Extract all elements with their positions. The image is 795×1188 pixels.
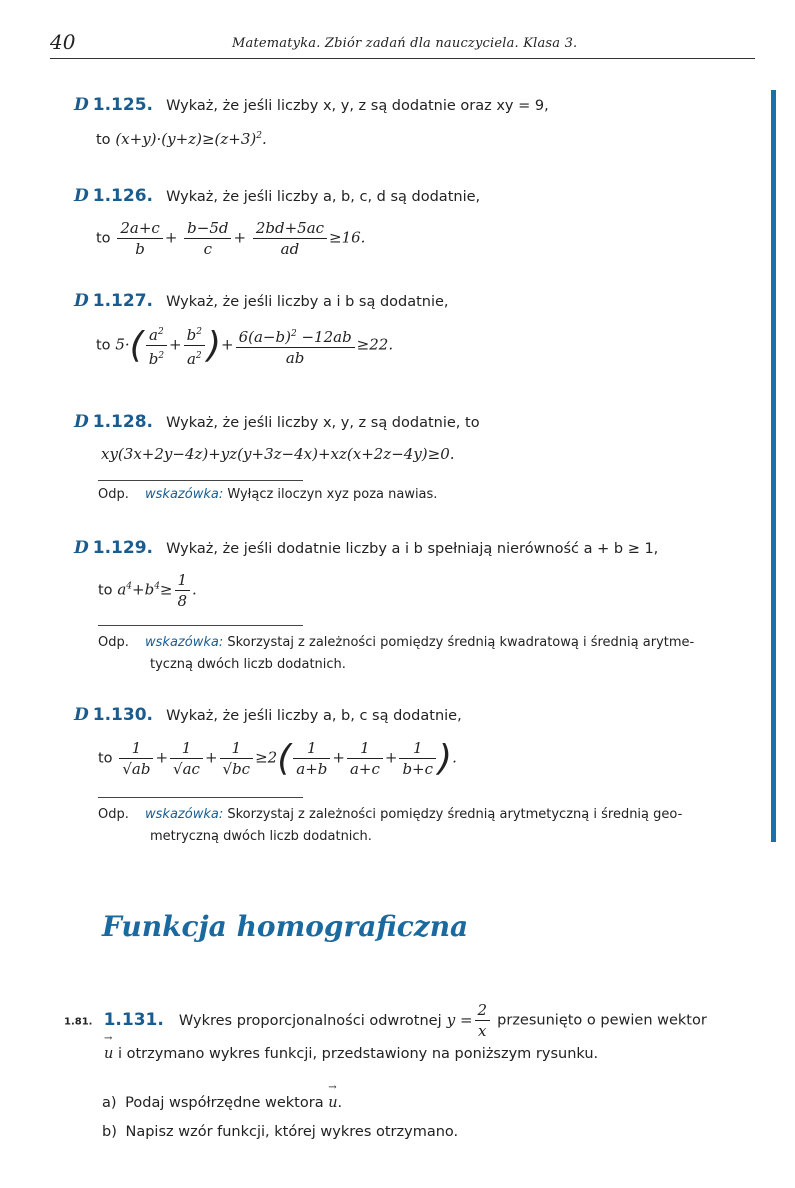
difficulty-mark: D (74, 95, 89, 115)
problem-number: 1.126. (92, 186, 153, 206)
problem-1125-heading (74, 95, 549, 115)
problem-1130-formula: to $\frac{1}{√ab}$ + $\frac{1}{√ac}$ + $\frac{1}{√bc}$ ≥2( $\frac{1}{a+b}$ + $\frac{1}{a+c}$ + $\frac{1}{b+c}$ ). (98, 738, 457, 779)
item-b: b) Napisz wzór funkcji, której wykres otrzymano. (102, 1124, 459, 1140)
problem-text: Wykaż, że jeśli liczby a, b, c są dodatnie, (166, 708, 462, 724)
problem-1128-heading (74, 412, 480, 432)
problem-1131-line2: → u i otrzymano wykres funkcji, przedstawiony na poniższym rysunku. (104, 1046, 598, 1062)
problem-1126-heading (74, 186, 480, 206)
problem-1130-answer: Odp. wskazówka: Skorzystaj z zależności pomiędzy średnią arytmetyczną i średnią geo- metryczną dwóch liczb dodatnich. (98, 807, 683, 844)
function-formula: y = $\frac{2}{x}$ (447, 1011, 492, 1029)
problem-text: Wykaż, że jeśli liczby a i b są dodatnie, (166, 294, 449, 310)
problem-1131-heading: 1.81. 1.131. Wykres proporcjonalności odwrotnej y = $\frac{2}{x}$ przesunięto o pewien wektor (64, 1001, 707, 1040)
running-title: Matematyka. Zbiór zadań dla nauczyciela. Klasa 3. (232, 36, 578, 51)
difficulty-mark: D (74, 186, 89, 206)
item-a: a) Podaj współrzędne wektora → u. (102, 1095, 342, 1111)
problem-1129-answer: Odp. wskazówka: Skorzystaj z zależności pomiędzy średnią kwadratową i średnią arytme- tyczną dwóch liczb dodatnich. (98, 635, 695, 672)
old-problem-number: 1.81. (64, 1016, 93, 1028)
header-rule (50, 58, 755, 59)
margin-bar (771, 90, 776, 842)
problem-text: Wykaż, że jeśli liczby x, y, z są dodatnie, to (166, 415, 480, 431)
problem-1127-heading (74, 291, 449, 311)
problem-number: 1.127. (92, 291, 153, 311)
problem-number: 1.129. (92, 538, 153, 558)
problem-number: 1.125. (92, 95, 153, 115)
problem-1126-formula: to $\frac{2a+c}{b}$ + $\frac{b-5d}{c}$ + $\frac{2bd+5ac}{ad}$ ≥16. (96, 219, 366, 258)
answer-separator (98, 480, 303, 481)
problem-number: 1.130. (92, 705, 153, 725)
problem-1128-formula: xy(3x+2y−4z)+yz(y+3z−4x)+xz(x+2z−4y)≥0. (101, 445, 455, 463)
problem-1125-formula: to $(x+y)\cdot(y+z)\ge(z+3)^2$. (96, 130, 267, 148)
difficulty-mark: D (74, 705, 89, 725)
section-title: Funkcja homograficzna (102, 910, 469, 943)
vector-u: → u (328, 1095, 337, 1111)
problem-text: Wykaż, że jeśli liczby a, b, c, d są dodatnie, (166, 189, 481, 205)
page-number: 40 (50, 30, 76, 54)
vector-u: → u (104, 1046, 113, 1062)
problem-text: Wykaż, że jeśli dodatnie liczby a i b spełniają nierówność a + b ≥ 1, (166, 541, 659, 557)
difficulty-mark: D (74, 412, 89, 432)
answer-separator (98, 797, 303, 798)
problem-1130-heading (74, 705, 462, 725)
problem-1129-heading (74, 538, 658, 558)
problem-1128-answer: Odp. wskazówka: Wyłącz iloczyn xyz poza nawias. (98, 487, 438, 502)
problem-text: Wykaż, że jeśli liczby x, y, z są dodatnie oraz xy = 9, (166, 98, 549, 114)
answer-separator (98, 625, 303, 626)
problem-number: 1.131. (103, 1009, 164, 1030)
difficulty-mark: D (74, 538, 89, 558)
problem-number: 1.128. (92, 412, 153, 432)
problem-1127-formula: to 5·( $\frac{a^2}{b^2}$ + $\frac{b^2}{a^2}$ )+ $\frac{6(a-b)^2 -12ab}{ab}$ ≥22. (96, 322, 393, 369)
problem-1129-formula: to $a^4+b^4\ge$ $\frac{1}{8}$ . (98, 571, 197, 610)
difficulty-mark: D (74, 291, 89, 311)
